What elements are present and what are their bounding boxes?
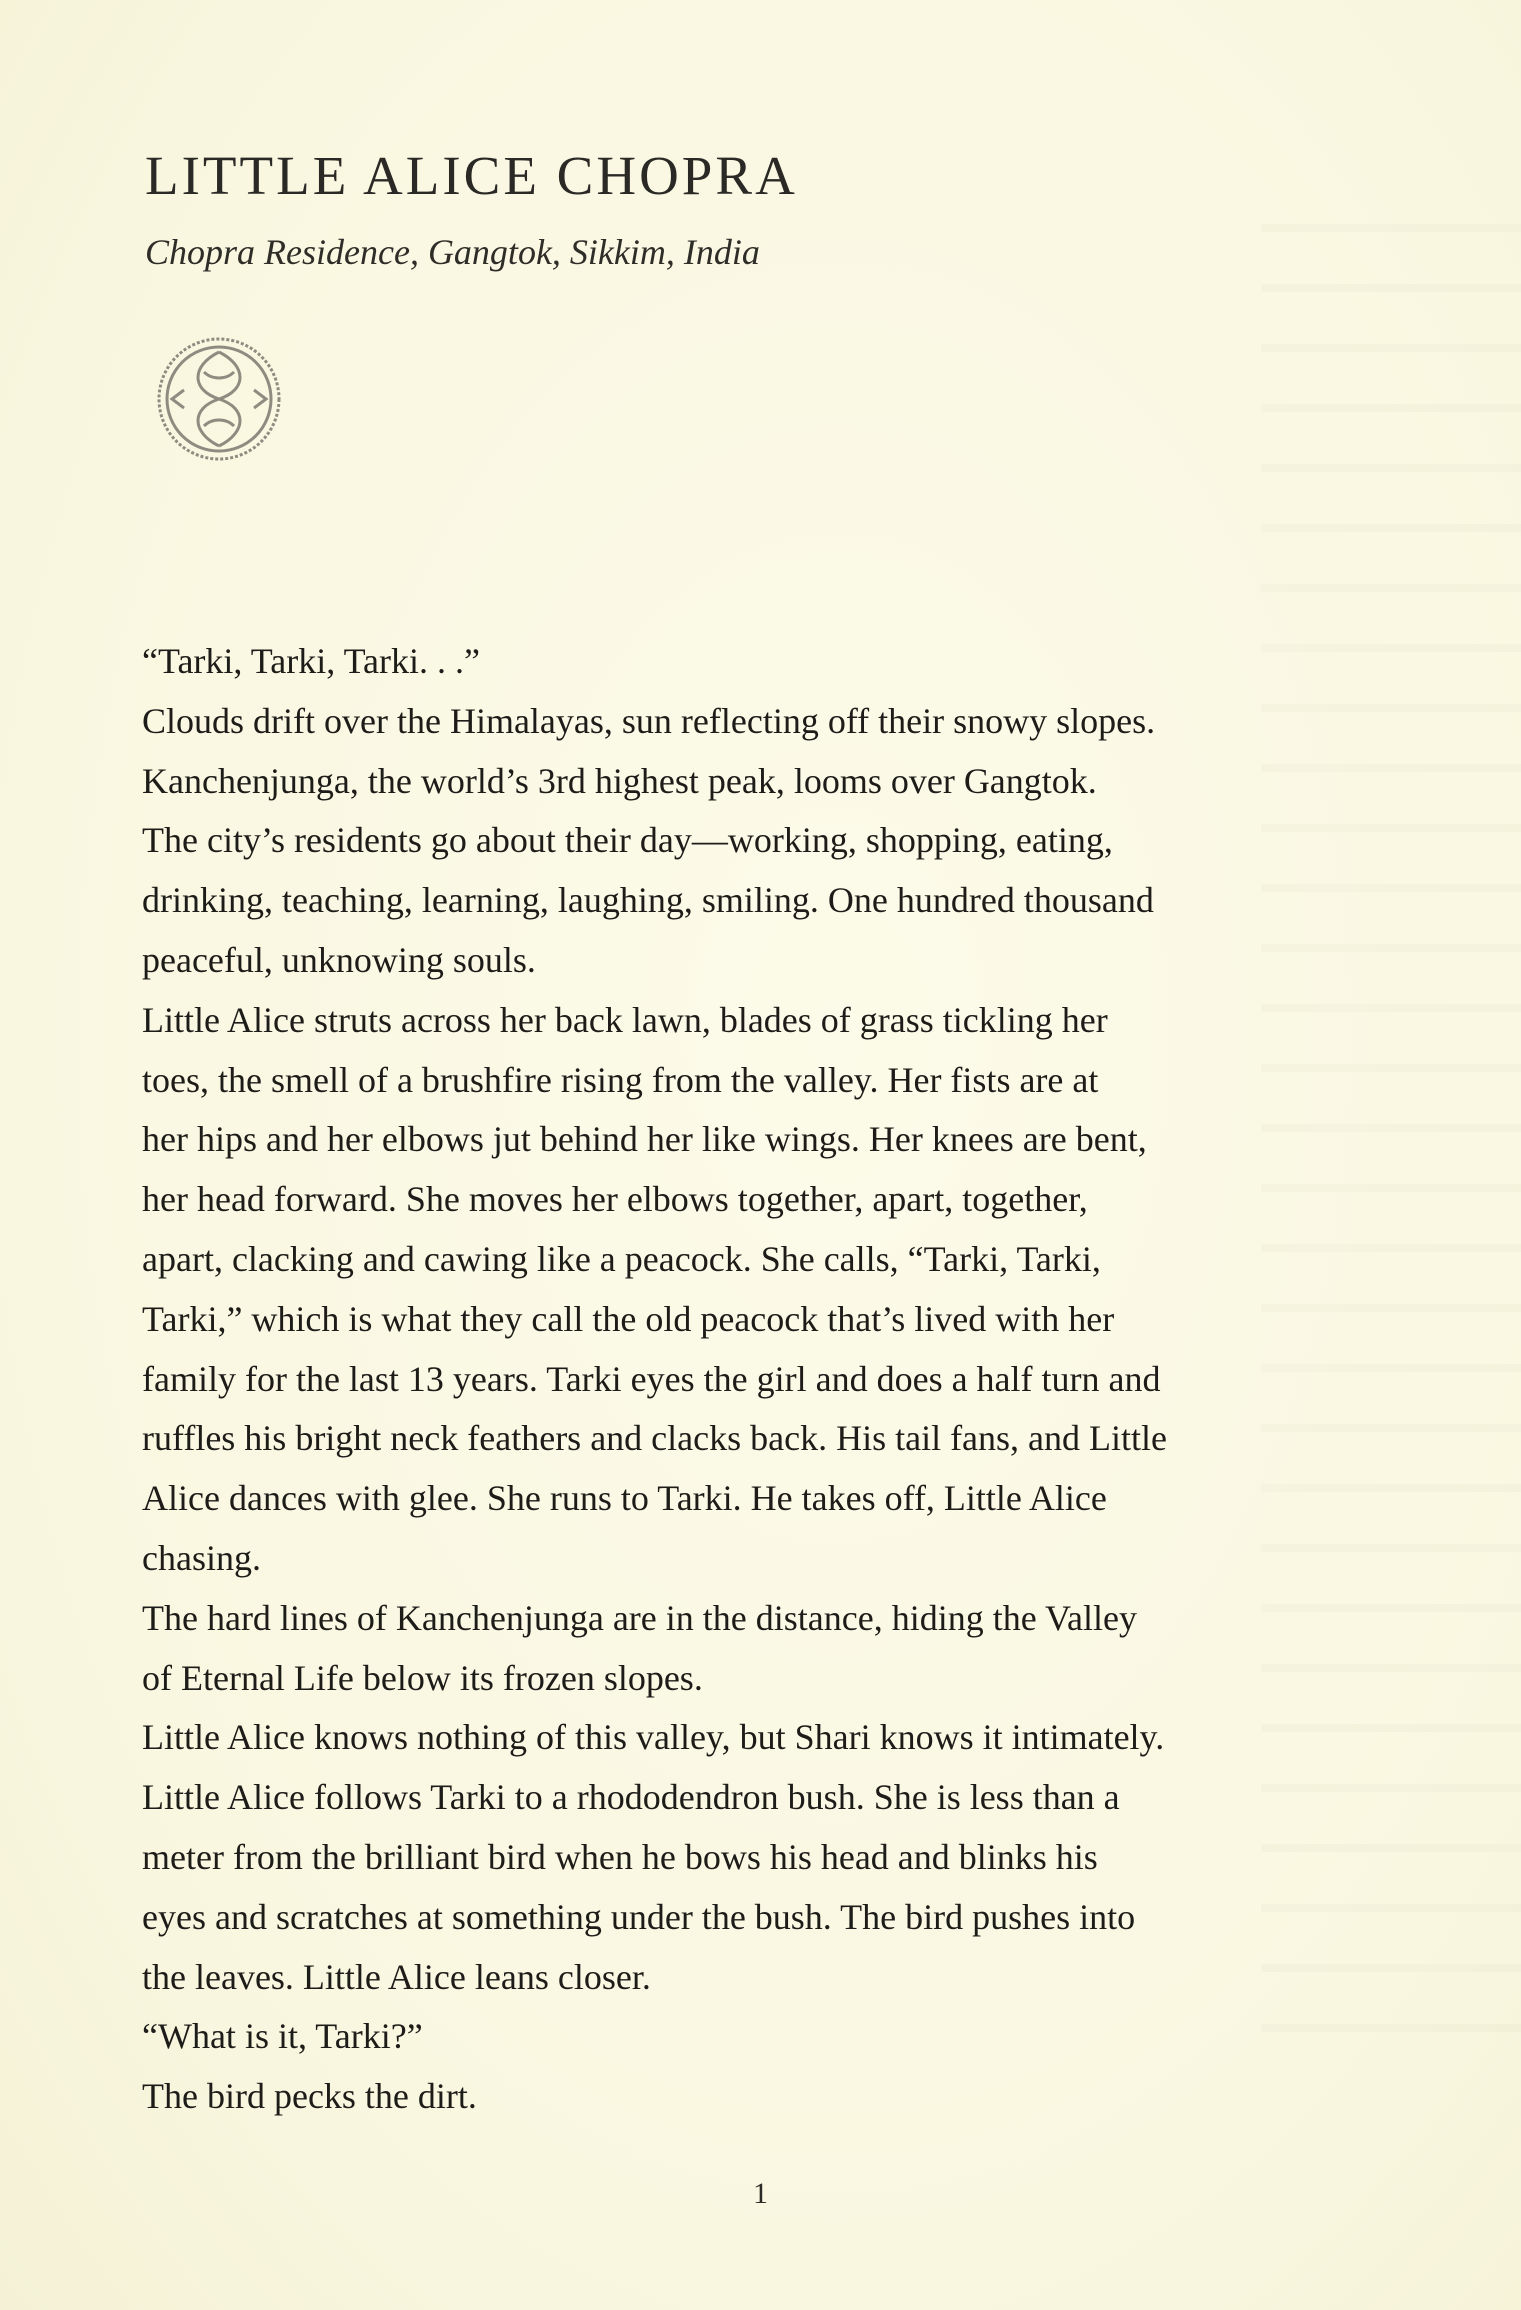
text-line: Little Alice struts across her back lawn, blades of grass tickling her [142, 999, 1108, 1040]
text-line: chasing. [142, 1537, 261, 1578]
text-line: ruffles his bright neck feathers and clacks back. His tail fans, and Little [142, 1418, 1167, 1459]
text-line: The hard lines of Kanchenjunga are in the distance, hiding the Valley [142, 1597, 1138, 1638]
text-line: The bird pecks the dirt. [142, 2076, 477, 2117]
text-line: Tarki,” which is what they call the old peacock that’s lived with her [142, 1298, 1115, 1339]
text-line: Clouds drift over the Himalayas, sun reflecting off their snowy slopes. [142, 700, 1156, 741]
text-line: “What is it, Tarki?” [142, 2016, 423, 2057]
text-line: of Eternal Life below its frozen slopes. [142, 1657, 703, 1698]
text-line: Little Alice follows Tarki to a rhododendron bush. She is less than a [142, 1777, 1120, 1818]
text-line: her hips and her elbows jut behind her like wings. Her knees are bent, [142, 1119, 1147, 1160]
chapter-location: Chopra Residence, Gangtok, Sikkim, India [145, 232, 760, 272]
text-line: The city’s residents go about their day—working, shopping, eating, [142, 820, 1113, 861]
text-line: eyes and scratches at something under the bush. The bird pushes into [142, 1896, 1136, 1937]
text-line: “Tarki, Tarki, Tarki. . .” [142, 641, 480, 681]
text-line: peaceful, unknowing souls. [142, 939, 536, 980]
text-line: her head forward. She moves her elbows together, apart, together, [142, 1179, 1088, 1220]
page-number: 1 [753, 2177, 768, 2210]
text-line: Alice dances with glee. She runs to Tarki. He takes off, Little Alice [142, 1478, 1107, 1519]
body-text [142, 632, 1332, 2127]
chapter-title: LITTLE ALICE CHOPRA [145, 145, 798, 206]
knot-emblem-icon [152, 332, 286, 466]
text-line: apart, clacking and cawing like a peacock. She calls, “Tarki, Tarki, [142, 1238, 1101, 1279]
text-line: Little Alice knows nothing of this valley, but Shari knows it intimately. [142, 1717, 1165, 1758]
text-line: meter from the brilliant bird when he bows his head and blinks his [142, 1836, 1098, 1877]
text-line: toes, the smell of a brushfire rising from the valley. Her fists are at [142, 1059, 1099, 1100]
text-line: the leaves. Little Alice leans closer. [142, 1956, 651, 1997]
text-line: family for the last 13 years. Tarki eyes the girl and does a half turn and [142, 1358, 1161, 1399]
text-line: drinking, teaching, learning, laughing, smiling. One hundred thousand [142, 880, 1154, 921]
text-line: Kanchenjunga, the world’s 3rd highest peak, looms over Gangtok. [142, 760, 1097, 801]
